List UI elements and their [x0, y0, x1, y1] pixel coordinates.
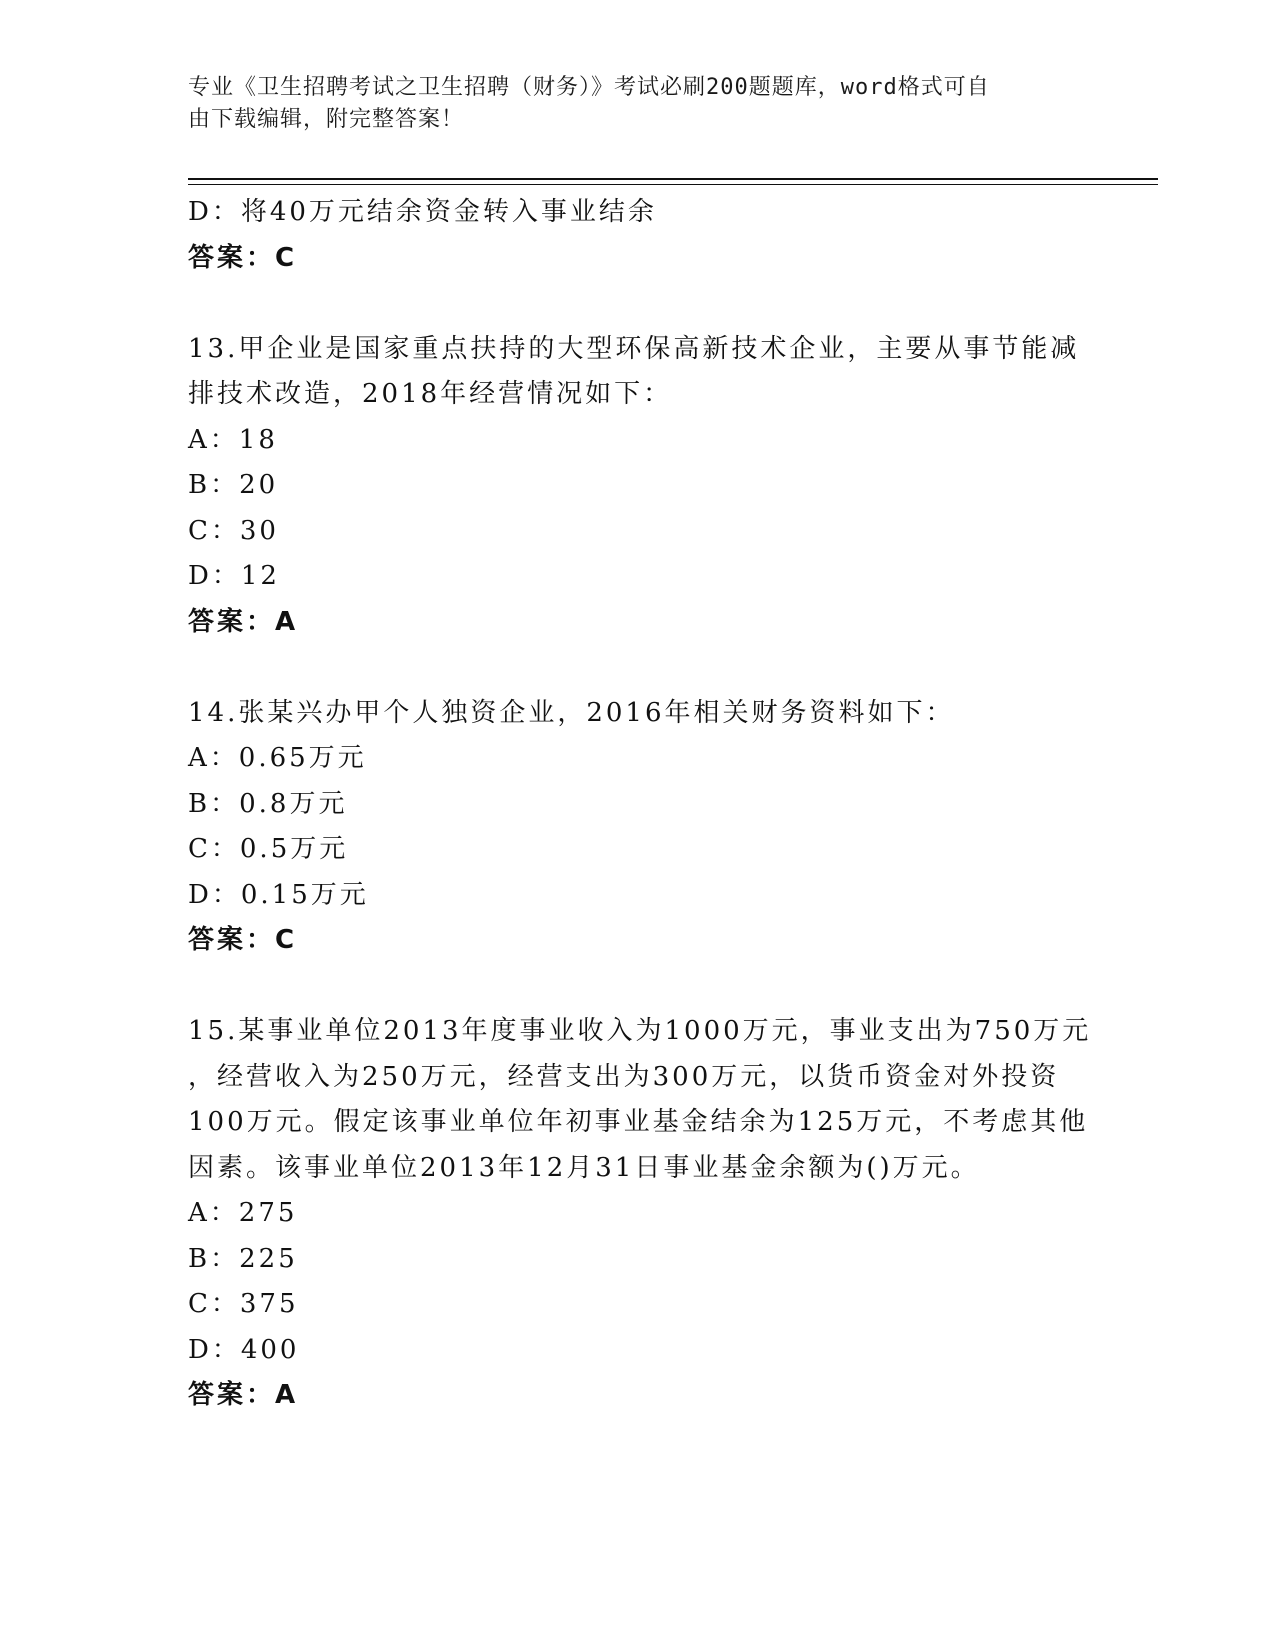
question-stem-line: ，经营收入为250万元，经营支出为300万元，以货币资金对外投资 — [188, 1061, 1060, 1092]
option-b: B：0.8万元 — [188, 788, 348, 819]
continuation-answer: 答案：C — [188, 242, 298, 273]
continuation-option-d: D：将40万元结余资金转入事业结余 — [188, 197, 657, 227]
document-header — [188, 72, 1088, 136]
question-15 — [188, 1009, 1092, 1419]
option-b: B：20 — [188, 470, 279, 500]
question-stem-line: 14.张某兴办甲个人独资企业，2016年相关财务资料如下： — [188, 697, 955, 728]
question-13 — [188, 327, 1088, 646]
question-stem-line: 15.某事业单位2013年度事业收入为1000万元，事业支出为750万元 — [188, 1016, 1092, 1046]
option-a: A：275 — [188, 1198, 298, 1228]
option-d: D：12 — [188, 561, 280, 591]
answer: 答案：A — [188, 606, 299, 637]
question-stem-line: 100万元。假定该事业单位年初事业基金结余为125万元，不考虑其他 — [188, 1107, 1089, 1137]
answer: 答案：A — [188, 1380, 299, 1410]
question-stem-line: 排技术改造，2018年经营情况如下： — [188, 379, 673, 409]
answer: 答案：C — [188, 925, 298, 955]
spacer — [188, 964, 1088, 1010]
option-c: C：0.5万元 — [188, 834, 349, 864]
option-a: A：18 — [188, 424, 278, 455]
option-c: C：375 — [188, 1289, 299, 1319]
option-a: A：0.65万元 — [188, 743, 367, 773]
option-b: B：225 — [188, 1243, 298, 1274]
question-stem-line: 因素。该事业单位2013年12月31日事业基金余额为()万元。 — [188, 1152, 980, 1183]
option-c: C：30 — [188, 515, 279, 546]
question-stem-line: 13.甲企业是国家重点扶持的大型环保高新技术企业，主要从事节能减 — [188, 333, 1080, 364]
spacer — [188, 645, 1088, 691]
option-d: D：0.15万元 — [188, 879, 369, 910]
header-line-1: 专业《卫生招聘考试之卫生招聘（财务）》考试必刷200题题库，word格式可自 — [188, 75, 990, 100]
option-d: D：400 — [188, 1334, 300, 1365]
spacer — [188, 281, 1088, 327]
header-rule-thin — [188, 184, 1158, 185]
header-rule-thick — [188, 178, 1158, 180]
question-list — [188, 190, 1092, 1419]
header-line-2: 由下载编辑，附完整答案！ — [188, 107, 465, 132]
question-14 — [188, 691, 1088, 964]
